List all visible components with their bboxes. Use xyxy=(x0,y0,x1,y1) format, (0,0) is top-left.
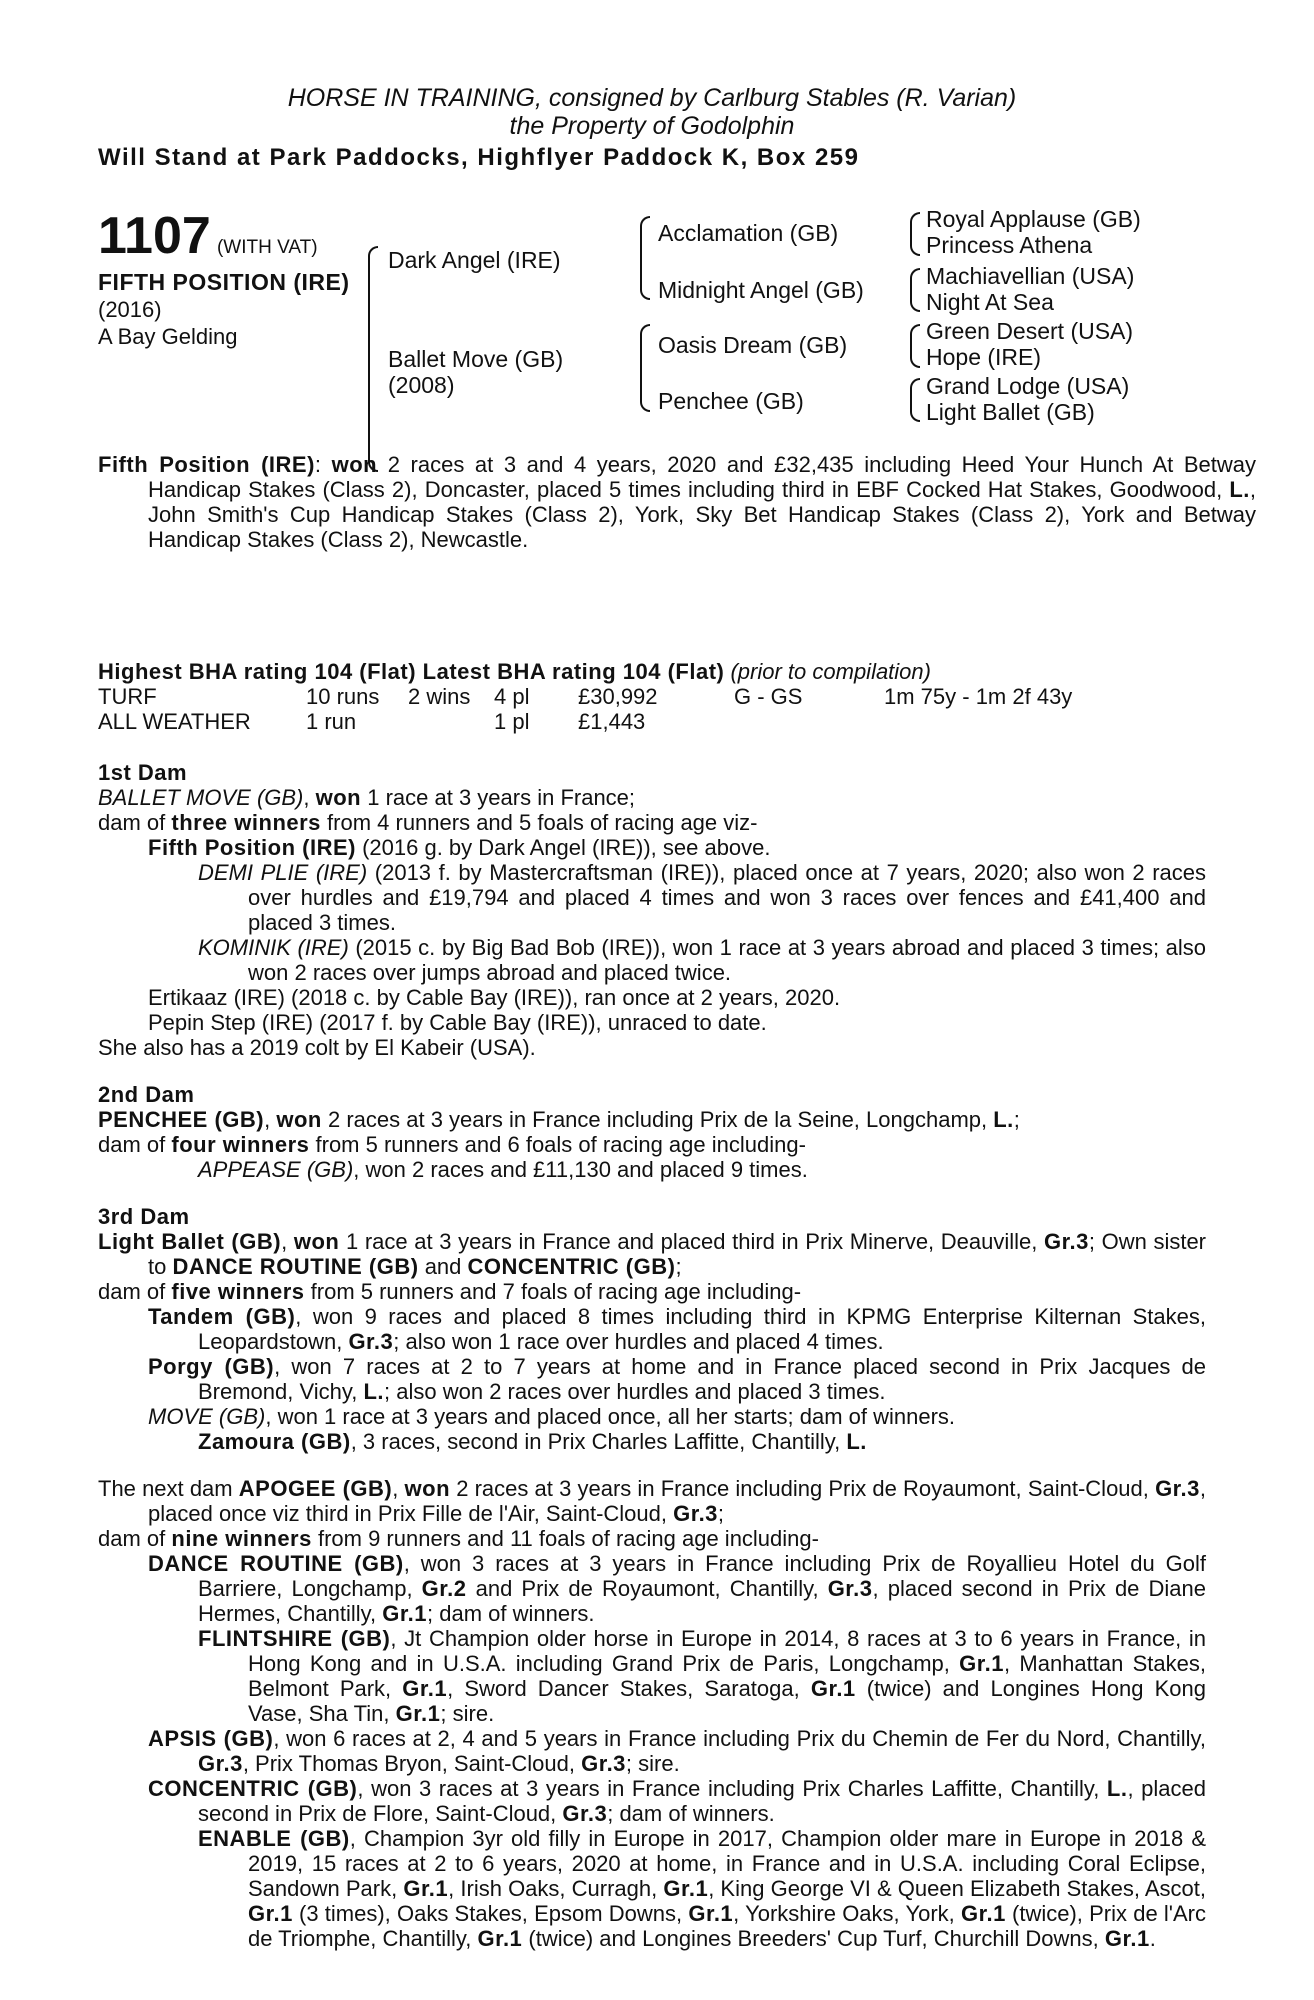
next-dam-section: The next dam APOGEE (GB), won 2 races at 3 years in France including Prix de Royaumont, Saint-Cloud, Gr.3, placed once viz third in Prix Fille de l'Air, Saint-Cloud, Gr.3; dam of nine winners from 9 runners and 11 foals of racing age including- DANCE ROUTINE (GB), won 3 races at 3 years in France including Prix de Royallieu Hotel du Golf Barriere, Longchamp, Gr.2 and Prix de Royaumont, Chantilly, Gr.3, placed second in Prix de Diane Hermes, Chantilly, Gr.1; dam of winners. FLINTSHIRE (GB), Jt Champion older horse in Europe in 2014, 8 races at 3 to 6 years in France, in Hong Kong and in U.S.A. including Grand Prix de Paris, Longchamp, Gr.1, Manhattan Stakes, Belmont Park, Gr.1, Sword Dancer Stakes, Saratoga, Gr.1 (twice) and Longines Hong Kong Vase, Sha Tin, Gr.1; sire. APSIS (GB), won 6 races at 2, 4 and 5 years in France including Prix du Chemin de Fer du Nord, Chantilly, Gr.3, Prix Thomas Bryon, Saint-Cloud, Gr.3; sire. CONCENTRIC (GB), won 3 races at 3 years in France including Prix Charles Laffitte, Chantilly, L., placed second in Prix de Flore, Saint-Cloud, Gr.3; dam of winners. ENABLE (GB), Champion 3yr old filly in Europe in 2017, Champion older mare in Europe in 2018 & 2019, 15 races at 2 to 6 years, 2020 at home, in France and in U.S.A. including Coral Eclipse, Sandown Park, Gr.1, Irish Oaks, Curragh, Gr.1, King George VI & Queen Elizabeth Stakes, Ascot, Gr.1 (3 times), Oaks Stakes, Epsom Downs, Gr.1, Yorkshire Oaks, York, Gr.1 (twice), Prix de l'Arc de Triomphe, Chantilly, Gr.1 (twice) and Longines Breeders' Cup Turf, Churchill Downs, Gr.1. xyxy=(98,1476,1207,1951)
pedigree-g3-2: Princess Athena xyxy=(926,232,1093,258)
progeny-text: ; also won 1 race over hurdles and placed 4 times. xyxy=(393,1329,884,1354)
ratings-placed: 4 pl xyxy=(494,684,530,709)
pedigree-g3-8: Light Ballet (GB) xyxy=(926,399,1095,425)
progeny-name: Tandem (GB) xyxy=(148,1304,296,1329)
ratings-row-all-weather xyxy=(98,709,1206,734)
ratings-surface: TURF xyxy=(98,684,157,709)
pedigree-g3-5: Green Desert (USA) xyxy=(926,318,1134,344)
progeny-text: ; also won 2 races over hurdles and placed 3 times. xyxy=(384,1379,886,1404)
progeny-text: (2013 f. by Mastercraftsman (IRE)), placed once at 7 years, 2020; also won 2 races over hurdles and £19,794 and placed 4 times and won 3 races over fences and £41,400 and placed 3 times. xyxy=(248,860,1207,935)
ratings-surface: ALL WEATHER xyxy=(98,709,251,734)
progeny-text: , Sword Dancer Stakes, Saratoga, xyxy=(447,1676,811,1701)
first-dam-won: won xyxy=(315,785,362,810)
progeny-text: , placed second in Prix de Flore, Saint-Cloud, xyxy=(198,1776,1206,1826)
pedigree-brace-g3-1 xyxy=(910,212,920,256)
pedigree-g3-6: Hope (IRE) xyxy=(926,344,1042,370)
dam-sections xyxy=(98,760,1206,1951)
group-label: Gr.3 xyxy=(348,1329,394,1354)
pedigree-sire: Dark Angel (IRE) xyxy=(388,247,561,273)
group-label: Gr.3 xyxy=(198,1751,243,1776)
pedigree-dam-sire: Oasis Dream (GB) xyxy=(658,332,848,358)
first-dam-runners: from 4 runners and 5 foals of racing age viz- xyxy=(320,810,758,835)
second-dam-runners: from 5 runners and 6 foals of racing age including- xyxy=(309,1132,806,1157)
next-dam-text: 2 races at 3 years in France including Prix de Royaumont, Saint-Cloud, xyxy=(450,1476,1156,1501)
second-dam-name: PENCHEE (GB) xyxy=(98,1107,265,1132)
first-dam-dam-of: dam of xyxy=(98,810,172,835)
next-dam-name: APOGEE (GB) xyxy=(238,1476,393,1501)
ratings-heading: Highest BHA rating 104 (Flat) Latest BHA rating 104 (Flat) xyxy=(98,659,725,684)
horse-name: FIFTH POSITION (IRE) xyxy=(98,269,350,295)
progeny-name: Fifth Position (IRE) xyxy=(148,835,356,860)
ratings-placed: 1 pl xyxy=(494,709,530,734)
progeny-text: ; sire. xyxy=(440,1701,495,1726)
progeny-text: , King George VI & Queen Elizabeth Stakes, Ascot, xyxy=(708,1876,1206,1901)
horse-year: (2016) xyxy=(98,297,162,322)
next-dam-runners: from 9 runners and 11 foals of racing age including- xyxy=(311,1526,819,1551)
progeny-text: , Irish Oaks, Curragh, xyxy=(448,1876,664,1901)
first-dam-winners: three winners xyxy=(171,810,321,835)
second-dam-section: 2nd Dam PENCHEE (GB), won 2 races at 3 years in France including Prix de la Seine, Longchamp, L.; dam of four winners from 5 runners and 6 foals of racing age including- APPEASE (GB), won 2 races and £11,130 and placed 9 times. xyxy=(98,1082,1020,1182)
next-dam-winners: nine winners xyxy=(171,1526,312,1551)
progeny-text: , won 9 races and placed 8 times including third in KPMG Enterprise Kilternan Stakes, Leopardstown, xyxy=(198,1304,1207,1354)
next-dam-dam-of: dam of xyxy=(98,1526,172,1551)
group-label: Gr.1 xyxy=(688,1901,734,1926)
pedigree-dam-year: (2008) xyxy=(388,372,455,398)
ratings-note: (prior to compilation) xyxy=(730,659,931,684)
group-label: Gr.1 xyxy=(403,1876,449,1901)
punctuation: ; xyxy=(675,1254,682,1279)
progeny-text: ; sire. xyxy=(625,1751,680,1776)
group-label: Gr.1 xyxy=(382,1601,428,1626)
ratings-going: G - GS xyxy=(734,684,803,709)
conjunction: and xyxy=(418,1254,468,1279)
ratings-runs: 10 runs xyxy=(306,684,380,709)
ratings-runs: 1 run xyxy=(306,709,357,734)
third-dam-won: won xyxy=(293,1229,340,1254)
second-dam-text: 2 races at 3 years in France including Prix de la Seine, Longchamp, xyxy=(321,1107,994,1132)
lot-number: 1107 xyxy=(98,207,211,265)
group-label: Gr.3 xyxy=(673,1501,718,1526)
third-dam-runners: from 5 runners and 7 foals of racing age including- xyxy=(304,1279,802,1304)
group-label: Gr.3 xyxy=(1044,1229,1089,1254)
progeny-name: APPEASE (GB) xyxy=(198,1157,354,1182)
progeny-name: DANCE ROUTINE (GB) xyxy=(148,1551,404,1576)
group-label: Gr.1 xyxy=(961,1901,1006,1926)
progeny-line: Pepin Step (IRE) (2017 f. by Cable Bay (IRE)), unraced to date. xyxy=(148,1010,767,1035)
stand-location: Will Stand at Park Paddocks, Highflyer Paddock K, Box 259 xyxy=(98,144,860,171)
third-dam-winners: five winners xyxy=(171,1279,305,1304)
group-label: Gr.1 xyxy=(402,1676,448,1701)
group-label: Gr.1 xyxy=(663,1876,709,1901)
next-dam-won: won xyxy=(404,1476,451,1501)
second-dam-dam-of: dam of xyxy=(98,1132,172,1157)
pedigree-brace-sire-dam xyxy=(368,246,378,472)
third-dam-text-2: ; Own sister to xyxy=(148,1229,1207,1279)
catalogue-page xyxy=(98,84,1256,1951)
third-dam-section: 3rd Dam Light Ballet (GB), won 1 race at 3 years in France and placed third in Prix Minerve, Deauville, Gr.3; Own sister to DANCE ROUTINE (GB) and CONCENTRIC (GB); dam of five winners from 5 runners and 7 foals of racing age including- Tandem (GB), won 9 races and placed 8 times including third in KPMG Enterprise Kilternan Stakes, Leopardstown, Gr.3; also won 1 race over hurdles and placed 4 times. Porgy (GB), won 7 races at 2 to 7 years at home and in France placed second in Prix Jacques de Bremond, Vichy, L.; also won 2 races over hurdles and placed 3 times. MOVE (GB), won 1 race at 3 years and placed once, all her starts; dam of winners. Zamoura (GB), 3 races, second in Prix Charles Laffitte, Chantilly, L. xyxy=(98,1204,1207,1454)
pedigree-sire-dam: Midnight Angel (GB) xyxy=(658,277,864,303)
third-dam-dam-of: dam of xyxy=(98,1279,172,1304)
progeny-name: KOMINIK (IRE) xyxy=(198,935,349,960)
listed-label: L. xyxy=(363,1379,385,1404)
progeny-text: , won 3 races at 3 years in France including Prix de Royallieu Hotel du Golf Barriere, Longchamp, xyxy=(198,1551,1206,1601)
listed-label: L. xyxy=(993,1107,1014,1132)
pedigree-brace-g3-3 xyxy=(910,324,920,368)
group-label: Gr.1 xyxy=(810,1676,856,1701)
ratings-block xyxy=(98,659,1206,734)
first-dam-text: 1 race at 3 years in France; xyxy=(361,785,636,810)
progeny-text: , placed second in Prix de Diane Hermes, Chantilly, xyxy=(198,1576,1207,1626)
pedigree-brace-dam-parents xyxy=(640,324,650,412)
consignor-heading xyxy=(98,84,1206,140)
summary-listed: L. xyxy=(1229,477,1250,502)
pedigree-brace-g3-4 xyxy=(910,378,920,422)
progeny-text: and Prix de Royaumont, Chantilly, xyxy=(466,1576,828,1601)
progeny-text: ; dam of winners. xyxy=(607,1801,775,1826)
progeny-text: , Yorkshire Oaks, York, xyxy=(733,1901,961,1926)
progeny-text: ; dam of winners. xyxy=(427,1601,595,1626)
group-label: Gr.1 xyxy=(1104,1926,1150,1951)
sister-name: DANCE ROUTINE (GB) xyxy=(172,1254,419,1279)
progeny-text: , won 1 race at 3 years and placed once, all her starts; dam of winners. xyxy=(265,1404,956,1429)
progeny-text: , Prix Thomas Bryon, Saint-Cloud, xyxy=(242,1751,582,1776)
lot-block xyxy=(98,207,398,350)
second-dam-winners: four winners xyxy=(171,1132,310,1157)
progeny-text: , won 2 races and £11,130 and placed 9 times. xyxy=(353,1157,808,1182)
progeny-name: Porgy (GB) xyxy=(148,1354,275,1379)
group-label: Gr.1 xyxy=(395,1701,441,1726)
group-label: Gr.1 xyxy=(477,1926,523,1951)
race-summary: Fifth Position (IRE): won 2 races at 3 and 4 years, 2020 and £32,435 including Heed Your Hunch At Betway Handicap Stakes (Class 2), Doncaster, placed 5 times including third in EBF Cocked Hat Stakes, Goodwood, L., John Smith's Cup Handicap Stakes (Class 2), York, Sky Bet Handicap Stakes (Class 2), York and Betway Handicap Stakes (Class 2), Newcastle. xyxy=(98,452,1256,552)
ratings-wins: 2 wins xyxy=(408,684,471,709)
group-label: Gr.1 xyxy=(248,1901,293,1926)
second-dam-tail: ; xyxy=(1013,1107,1020,1132)
progeny-text: (2016 g. by Dark Angel (IRE)), see above. xyxy=(355,835,771,860)
ratings-row-turf xyxy=(98,684,1206,709)
progeny-text: (twice) and Longines Hong Kong Vase, Sha Tin, xyxy=(248,1676,1207,1726)
progeny-text: , Manhattan Stakes, Belmont Park, xyxy=(248,1651,1206,1701)
third-dam-text: 1 race at 3 years in France and placed third in Prix Minerve, Deauville, xyxy=(339,1229,1045,1254)
summary-won: won xyxy=(331,452,378,477)
progeny-text: (2015 c. by Big Bad Bob (IRE)), won 1 race at 3 years abroad and placed 3 times; also won 2 races over jumps abroad and placed twice. xyxy=(248,935,1206,985)
listed-label: L. xyxy=(1106,1776,1128,1801)
progeny-text: , Champion 3yr old filly in Europe in 2017, Champion older mare in Europe in 2018 & 2019, 15 races at 2 to 6 years, 2020 at home, in France and in U.S.A. including Coral Eclipse, Sandown Park, xyxy=(248,1826,1206,1901)
pedigree-g3-3: Machiavellian (USA) xyxy=(926,263,1135,289)
vat-note: (WITH VAT) xyxy=(216,237,318,258)
first-dam-name: BALLET MOVE (GB) xyxy=(98,785,304,810)
progeny-text: (twice) and Longines Breeders' Cup Turf, Churchill Downs, xyxy=(522,1926,1105,1951)
ratings-money: £30,992 xyxy=(578,684,658,709)
pedigree-g3-4: Night At Sea xyxy=(926,289,1054,315)
pedigree-dam-dam: Penchee (GB) xyxy=(658,388,804,414)
listed-label: L. xyxy=(846,1429,867,1454)
pedigree-g3-1: Royal Applause (GB) xyxy=(926,206,1141,232)
horse-description: A Bay Gelding xyxy=(98,324,238,349)
progeny-text: , won 6 races at 2, 4 and 5 years in France including Prix du Chemin de Fer du Nord, Chantilly, xyxy=(273,1726,1206,1751)
pedigree-sire-sire: Acclamation (GB) xyxy=(658,220,839,246)
third-dam-name: Light Ballet (GB) xyxy=(98,1229,282,1254)
next-dam-text-2: , placed once viz third in Prix Fille de l'Air, Saint-Cloud, xyxy=(148,1476,1206,1526)
first-dam-section: 1st Dam BALLET MOVE (GB), won 1 race at 3 years in France; dam of three winners from 4 runners and 5 foals of racing age viz- Fifth Position (IRE) (2016 g. by Dark Angel (IRE)), see above. DEMI PLIE (IRE) (2013 f. by Mastercraftsman (IRE)), placed once at 7 years, 2020; also won 2 races over hurdles and £19,794 and placed 4 times and won 3 races over fences and £41,400 and placed 3 times. KOMINIK (IRE) (2015 c. by Big Bad Bob (IRE)), won 1 race at 3 years abroad and placed 3 times; also won 2 races over jumps abroad and placed twice. Ertikaaz (IRE) (2018 c. by Cable Bay (IRE)), ran once at 2 years, 2020. Pepin Step (IRE) (2017 f. by Cable Bay (IRE)), unraced to date. She also has a 2019 colt by El Kabeir (USA). xyxy=(98,760,1207,1060)
first-dam-heading: 1st Dam xyxy=(98,760,188,785)
group-label: Gr.3 xyxy=(562,1801,608,1826)
progeny-text: , won 3 races at 3 years in France including Prix Charles Laffitte, Chantilly, xyxy=(357,1776,1107,1801)
sister-name: CONCENTRIC (GB) xyxy=(467,1254,676,1279)
punctuation: ; xyxy=(717,1501,725,1526)
summary-text: 2 races at 3 and 4 years, 2020 and £32,435 including Heed Your Hunch At Betway Handicap Stakes (Class 2), Doncaster, placed 5 times including third in EBF Cocked Hat Stakes, Goodwood, xyxy=(148,452,1256,502)
ratings-money: £1,443 xyxy=(578,709,646,734)
ratings-distance: 1m 75y - 1m 2f 43y xyxy=(884,684,1073,709)
pedigree-brace-sire-parents xyxy=(640,216,650,300)
progeny-name: MOVE (GB) xyxy=(148,1404,266,1429)
group-label: Gr.2 xyxy=(421,1576,467,1601)
second-dam-won: won xyxy=(276,1107,322,1132)
next-dam-intro: The next dam xyxy=(98,1476,239,1501)
pedigree-dam: Ballet Move (GB) xyxy=(388,346,564,372)
summary-horse-name: Fifth Position (IRE) xyxy=(98,452,315,477)
progeny-name: CONCENTRIC (GB) xyxy=(148,1776,358,1801)
progeny-text: , 3 races, second in Prix Charles Laffitte, Chantilly, xyxy=(350,1429,847,1454)
group-label: Gr.1 xyxy=(959,1651,1004,1676)
summary-text-2: , John Smith's Cup Handicap Stakes (Class 2), York, Sky Bet Handicap Stakes (Class 2), York and Betway Handicap Stakes (Class 2), Newcastle. xyxy=(148,477,1256,552)
group-label: Gr.3 xyxy=(581,1751,626,1776)
progeny-name: FLINTSHIRE (GB) xyxy=(198,1626,391,1651)
consignor-line: HORSE IN TRAINING, consigned by Carlburg Stables (R. Varian) xyxy=(287,84,1017,112)
third-dam-heading: 3rd Dam xyxy=(98,1204,190,1229)
progeny-text: , Jt Champion older horse in Europe in 2014, 8 races at 3 to 6 years in France, in Hong Kong and in U.S.A. including Grand Prix de Paris, Longchamp, xyxy=(248,1626,1206,1676)
property-line: the Property of Godolphin xyxy=(509,112,795,140)
progeny-name: DEMI PLIE (IRE) xyxy=(198,860,368,885)
progeny-text: (3 times), Oaks Stakes, Epsom Downs, xyxy=(292,1901,689,1926)
first-dam-note: She also has a 2019 colt by El Kabeir (USA). xyxy=(98,1035,536,1060)
progeny-name: Zamoura (GB) xyxy=(198,1429,351,1454)
progeny-text: (twice), Prix de l'Arc de Triomphe, Chantilly, xyxy=(248,1901,1206,1951)
progeny-text: , won 7 races at 2 to 7 years at home and in France placed second in Prix Jacques de Bremond, Vichy, xyxy=(198,1354,1206,1404)
progeny-name: APSIS (GB) xyxy=(148,1726,274,1751)
progeny-text: . xyxy=(1149,1926,1156,1951)
pedigree-g3-7: Grand Lodge (USA) xyxy=(926,373,1130,399)
group-label: Gr.3 xyxy=(827,1576,873,1601)
progeny-name: ENABLE (GB) xyxy=(198,1826,350,1851)
group-label: Gr.3 xyxy=(1155,1476,1200,1501)
progeny-line: Ertikaaz (IRE) (2018 c. by Cable Bay (IRE)), ran once at 2 years, 2020. xyxy=(148,985,841,1010)
pedigree-brace-g3-2 xyxy=(910,268,920,312)
second-dam-heading: 2nd Dam xyxy=(98,1082,195,1107)
